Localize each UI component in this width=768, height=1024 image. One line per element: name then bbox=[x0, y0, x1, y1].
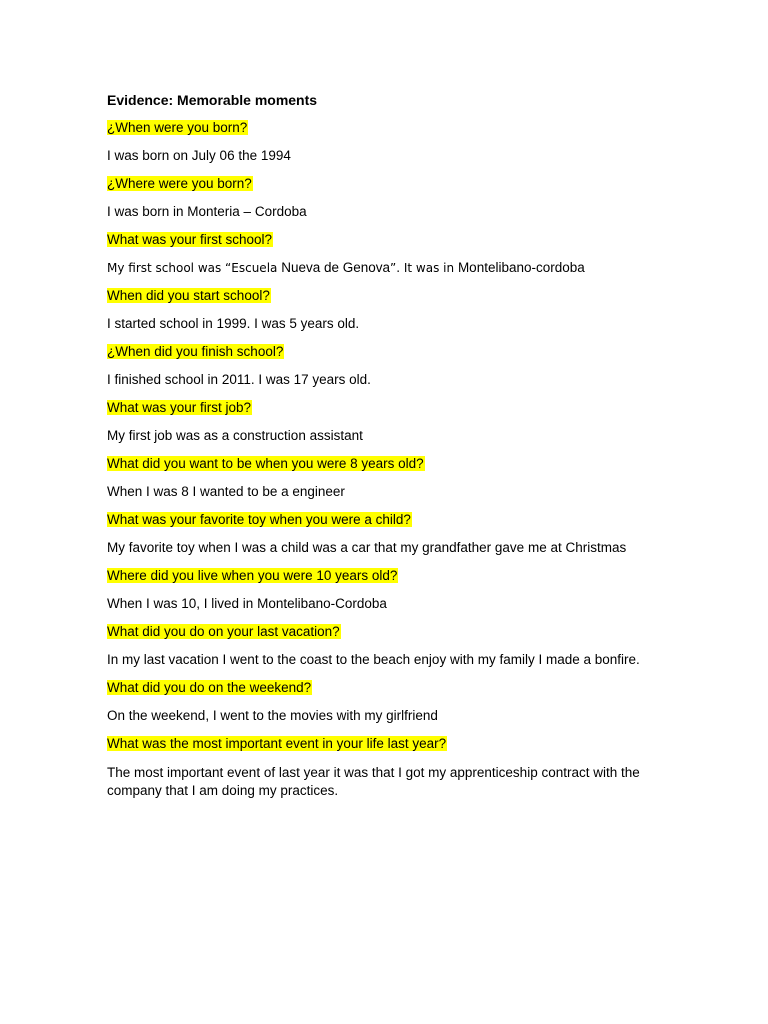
qa-item-want-to-be bbox=[107, 456, 667, 500]
answer: My first job was as a construction assistant bbox=[107, 428, 363, 443]
answer: When I was 8 I wanted to be a engineer bbox=[107, 484, 345, 499]
question bbox=[107, 736, 667, 752]
highlighted-question-text: What was your first school? bbox=[107, 232, 273, 247]
qa-item-born-date bbox=[107, 120, 667, 164]
answer: When I was 10, I lived in Montelibano-Cordoba bbox=[107, 596, 387, 611]
qa-item-lived-at-10 bbox=[107, 568, 667, 612]
answer: The most important event of last year it was that I got my apprenticeship contract with the company that I am doing my practices. bbox=[107, 765, 640, 798]
answer-part: My first school was “Escuela bbox=[107, 261, 282, 275]
highlighted-question-text: Where did you live when you were 10 years old? bbox=[107, 568, 398, 583]
question bbox=[107, 680, 667, 696]
qa-item-favorite-toy bbox=[107, 512, 667, 556]
answer bbox=[107, 260, 667, 276]
answer: In my last vacation I went to the coast to the beach enjoy with my family I made a bonfire. bbox=[107, 652, 640, 667]
document-page bbox=[107, 92, 667, 812]
highlighted-question-text: ¿When were you born? bbox=[107, 120, 248, 135]
highlighted-question-text: What did you do on the weekend? bbox=[107, 680, 312, 695]
question bbox=[107, 344, 667, 360]
highlighted-question-text: ¿When did you finish school? bbox=[107, 344, 284, 359]
document-title: Evidence: Memorable moments bbox=[107, 92, 318, 108]
highlighted-question-text: When did you start school? bbox=[107, 288, 270, 303]
highlighted-question-text: ¿Where were you born? bbox=[107, 176, 252, 191]
qa-item-last-vacation bbox=[107, 624, 667, 668]
highlighted-question-text: What was the most important event in your life last year? bbox=[107, 736, 447, 751]
question bbox=[107, 120, 667, 136]
qa-item-weekend bbox=[107, 680, 667, 724]
answer: I finished school in 2011. I was 17 years old. bbox=[107, 372, 371, 387]
qa-item-born-place bbox=[107, 176, 667, 220]
qa-item-important-event bbox=[107, 736, 667, 800]
question bbox=[107, 456, 667, 472]
highlighted-question-text: What was your first job? bbox=[107, 400, 252, 415]
highlighted-question-text: What did you do on your last vacation? bbox=[107, 624, 340, 639]
answer: On the weekend, I went to the movies with my girlfriend bbox=[107, 708, 438, 723]
answer: I started school in 1999. I was 5 years old. bbox=[107, 316, 360, 331]
answer-part: Montelibano-cordoba bbox=[457, 260, 585, 275]
answer: My favorite toy when I was a child was a car that my grandfather gave me at Christmas bbox=[107, 540, 627, 555]
question bbox=[107, 176, 667, 192]
highlighted-question-text: What did you want to be when you were 8 years old? bbox=[107, 456, 424, 471]
question bbox=[107, 400, 667, 416]
question bbox=[107, 624, 667, 640]
qa-item-start-school bbox=[107, 288, 667, 332]
question bbox=[107, 568, 667, 584]
highlighted-question-text: What was your favorite toy when you were a child? bbox=[107, 512, 411, 527]
qa-item-first-school bbox=[107, 232, 667, 276]
answer: I was born on July 06 the 1994 bbox=[107, 148, 291, 163]
qa-item-finish-school bbox=[107, 344, 667, 388]
answer-part: ”. It was in bbox=[390, 261, 458, 275]
answer: I was born in Monteria – Cordoba bbox=[107, 204, 307, 219]
question bbox=[107, 232, 667, 248]
qa-item-first-job bbox=[107, 400, 667, 444]
answer-part: Nueva de Genova bbox=[281, 260, 391, 275]
question bbox=[107, 288, 667, 304]
question bbox=[107, 512, 667, 528]
